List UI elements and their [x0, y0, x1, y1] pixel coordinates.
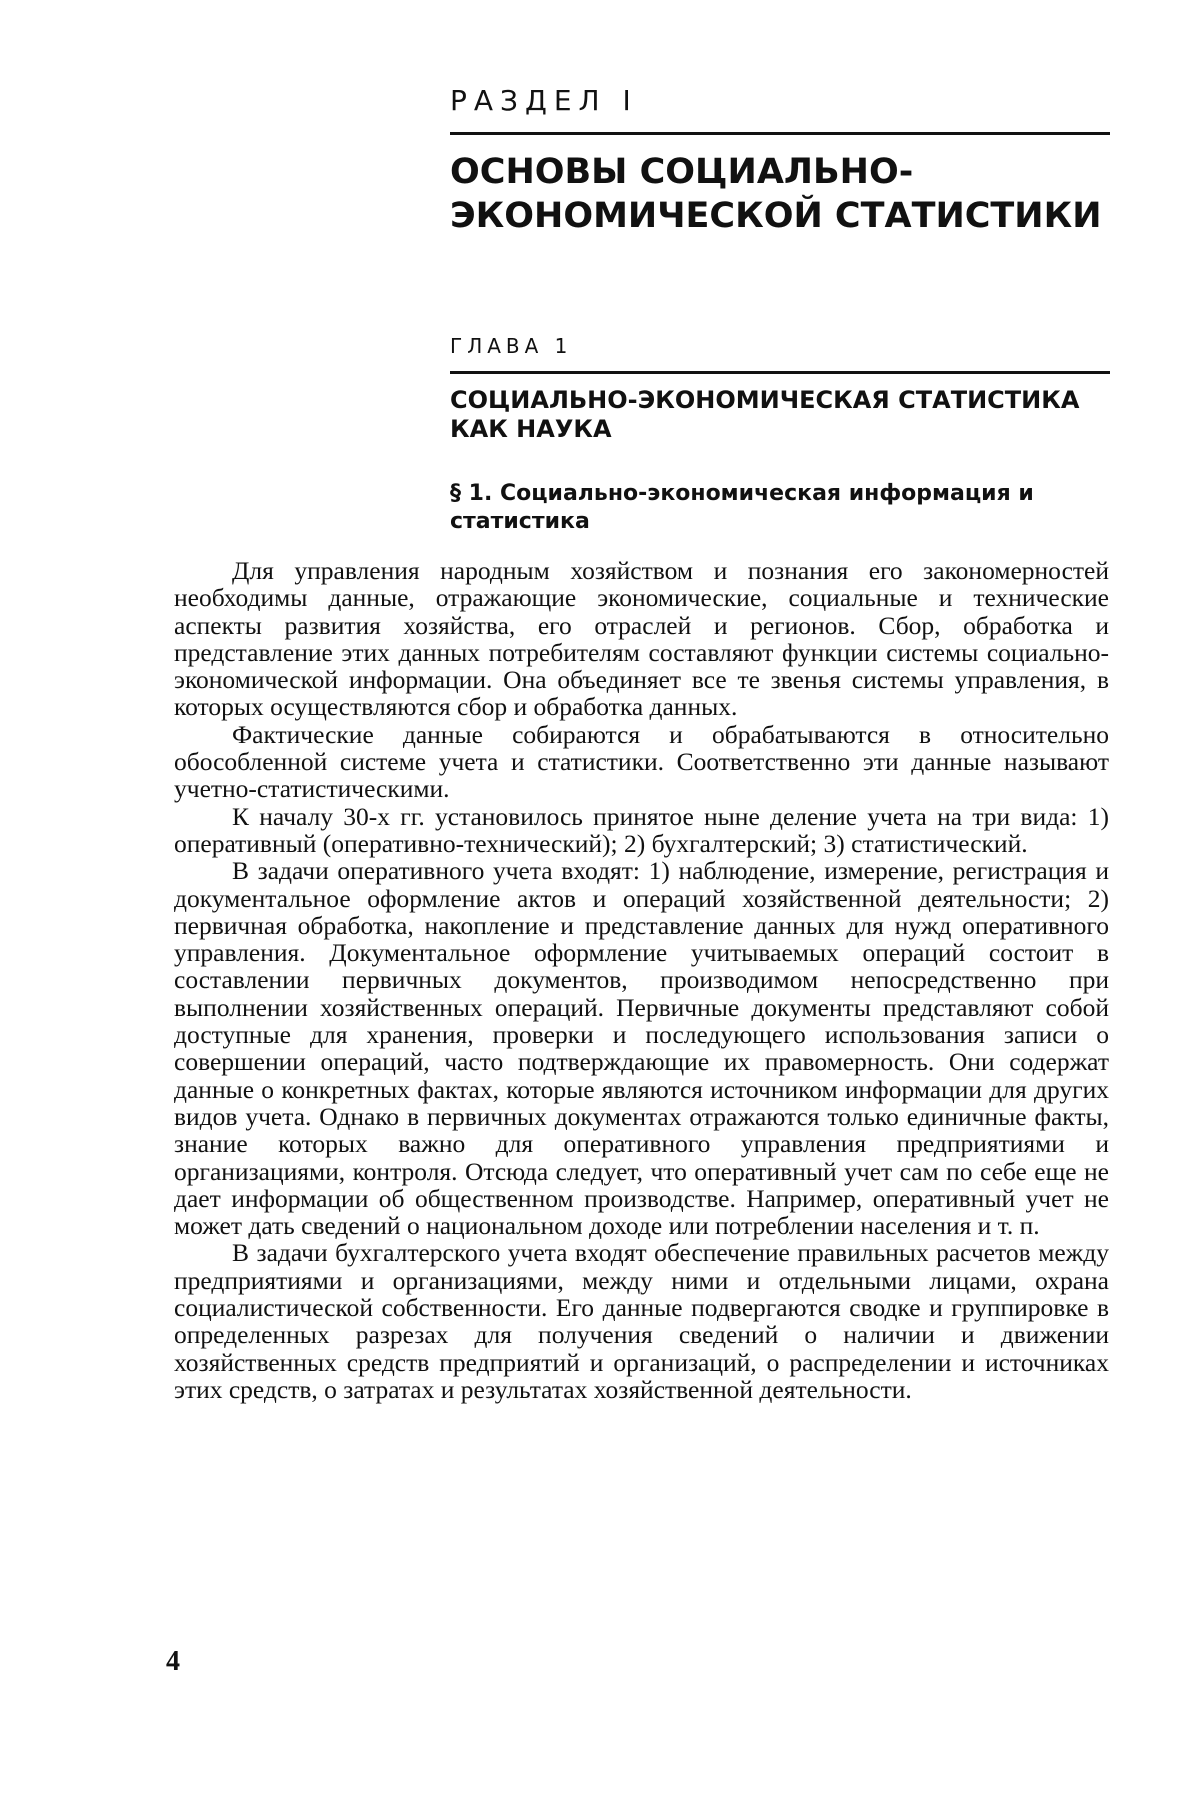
body-paragraph: В задачи оперативного учета входят: 1) наблюдение, измерение, регистрация и документальное оформление актов и операций хозяйственной деятельности; 2) первичная обработка, накопление и представление данных для нужд оперативного управления. Документальное оформление учитываемых операций состоит в составлении первичных документов, производимом непосредственно при выполнении хозяйственных операций. Первичные документы представляют собой доступные для хранения, проверки и последующего использования записи о совершении операций, часто подтверждающие их правомерность. Они содержат данные о конкретных фактах, которые являются источником информации для других видов учета. Однако в первичных документах отражаются только единичные факты, знание которых важно для оперативного управления предприятиями и организациями, контроля. Отсюда следует, что оперативный учет сам по себе еще не дает информации об общественном производстве. Например, оперативный учет не может дать сведений о национальном доходе или потреблении населения и т. п. [174, 856, 1109, 1241]
page-number: 4 [166, 1646, 180, 1677]
section-label: РАЗДЕЛ I [450, 84, 638, 117]
body-paragraph: Фактические данные собираются и обрабатываются в относительно обособленной системе учета и статистики. Соответственно эти данные называют учетно-статистическими. [174, 719, 1109, 804]
chapter-title: СОЦИАЛЬНО-ЭКОНОМИЧЕСКАЯ СТАТИСТИКА КАК НАУКА [450, 386, 1080, 443]
paragraph-heading: § 1. Социально-экономическая информация и статистика [450, 481, 1034, 534]
section-rule [450, 132, 1110, 135]
chapter-rule [450, 371, 1110, 374]
body-paragraph: Для управления народным хозяйством и познания его закономерностей необходимы данные, отражающие экономические, социальные и технические аспекты развития хозяйства, его отраслей и регионов. Сбор, обработка и представление этих данных потребителям составляют функции системы социально-экономической информации. Она объединяет все те звенья системы управления, в которых осуществляются сбор и обработка данных. [174, 556, 1109, 722]
body-text [174, 557, 1109, 1403]
body-paragraph: К началу 30-х гг. установилось принятое ныне деление учета на три вида: 1) оперативный (оперативно-технический); 2) бухгалтерский; 3) статистический. [174, 801, 1109, 858]
chapter-label: ГЛАВА 1 [450, 334, 573, 358]
section-title: ОСНОВЫ СОЦИАЛЬНО-ЭКОНОМИЧЕСКОЙ СТАТИСТИКИ [450, 152, 1102, 236]
body-paragraph: В задачи бухгалтерского учета входят обеспечение правильных расчетов между предприятиями и организациями, между ними и отдельными лицами, охрана социалистической собственности. Его данные подвергаются сводке и группировке в определенных разрезах для получения сведений о наличии и движении хозяйственных средств предприятий и организаций, о распределении и источниках этих средств, о затратах и результатах хозяйственной деятельности. [174, 1238, 1109, 1404]
